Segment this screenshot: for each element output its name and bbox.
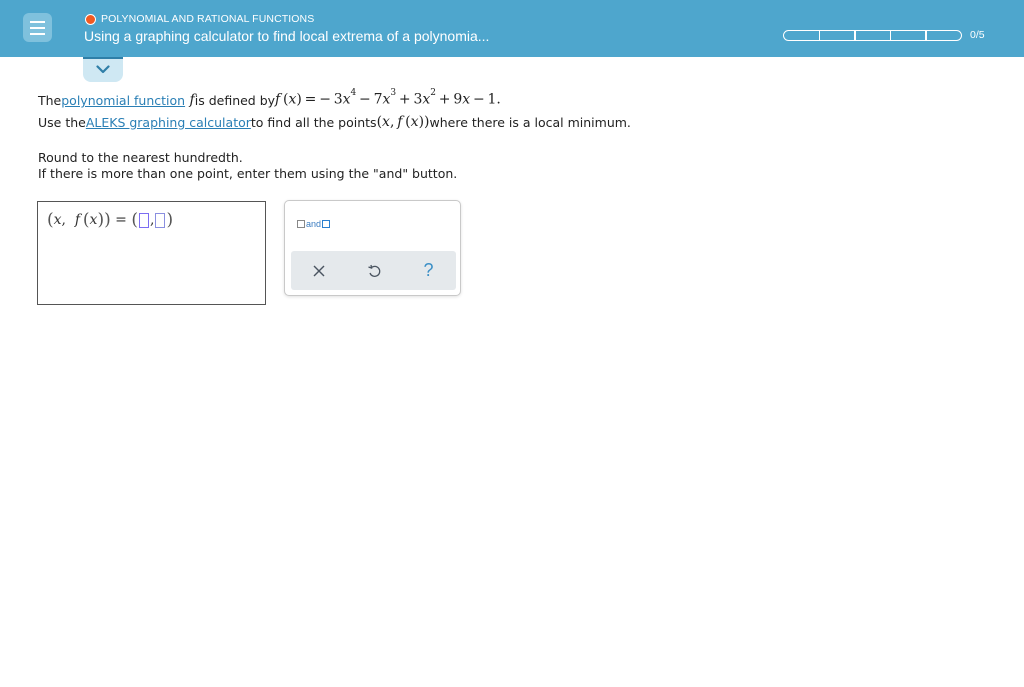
topic-label: POLYNOMIAL AND RATIONAL FUNCTIONS: [101, 13, 315, 25]
answer-expression: ( x , f ( x )) = ( , ): [47, 210, 174, 230]
problem-text: The: [38, 93, 62, 108]
hamburger-icon: [30, 21, 45, 23]
chevron-down-icon: [96, 65, 110, 74]
help-button[interactable]: [414, 256, 444, 286]
empty-box-icon: [297, 220, 305, 228]
polynomial-function-link[interactable]: polynomial function: [61, 93, 186, 108]
problem-line-2: [38, 108, 631, 130]
and-label: and: [306, 219, 322, 229]
lesson-title: Using a graphing calculator to find local extrema of a polynomia...: [84, 28, 490, 44]
instructions: [38, 150, 457, 182]
progress-segment: [819, 30, 856, 41]
problem-text: is defined by: [194, 93, 276, 108]
undo-button[interactable]: [359, 256, 389, 286]
progress-segment: [854, 30, 891, 41]
collapse-toggle-button[interactable]: [83, 57, 123, 82]
problem-line-1: [38, 86, 631, 108]
progress-bar: [783, 30, 962, 41]
y-coordinate-slot[interactable]: [155, 213, 165, 228]
status-dot-icon: [85, 14, 96, 25]
clear-button[interactable]: [304, 256, 334, 286]
progress-count: 0/5: [970, 29, 985, 41]
and-button[interactable]: [297, 219, 330, 229]
undo-icon: [367, 264, 381, 278]
answer-keypad: [284, 200, 461, 296]
keypad-toolbar: [291, 251, 456, 290]
help-icon: ?: [423, 260, 434, 280]
problem-statement: [38, 86, 631, 130]
function-symbol: f: [189, 92, 195, 108]
function-definition: f (x) = − $3x^4 - 7x^3 + 3x^2 + 9x - 1$.: [275, 88, 501, 108]
clear-icon: [313, 265, 325, 277]
graphing-calculator-link[interactable]: ALEKS graphing calculator: [85, 115, 251, 130]
progress-segment: [925, 30, 962, 41]
problem-text: to find all the points: [250, 115, 377, 130]
problem-text: where there is a local minimum.: [429, 115, 631, 130]
menu-button[interactable]: [23, 13, 52, 42]
and-instruction: If there is more than one point, enter them using the "and" button.: [38, 166, 458, 181]
empty-box-icon: [322, 220, 330, 228]
x-coordinate-slot[interactable]: [139, 213, 149, 228]
topic-heading: [85, 12, 314, 26]
problem-text: Use the: [38, 115, 86, 130]
answer-input-area[interactable]: [37, 201, 266, 305]
point-notation: (x, f (x)): [376, 114, 430, 130]
progress-segment: [783, 30, 820, 41]
top-bar: [0, 0, 1024, 57]
rounding-instruction: Round to the nearest hundredth.: [38, 150, 243, 165]
progress-segment: [890, 30, 927, 41]
